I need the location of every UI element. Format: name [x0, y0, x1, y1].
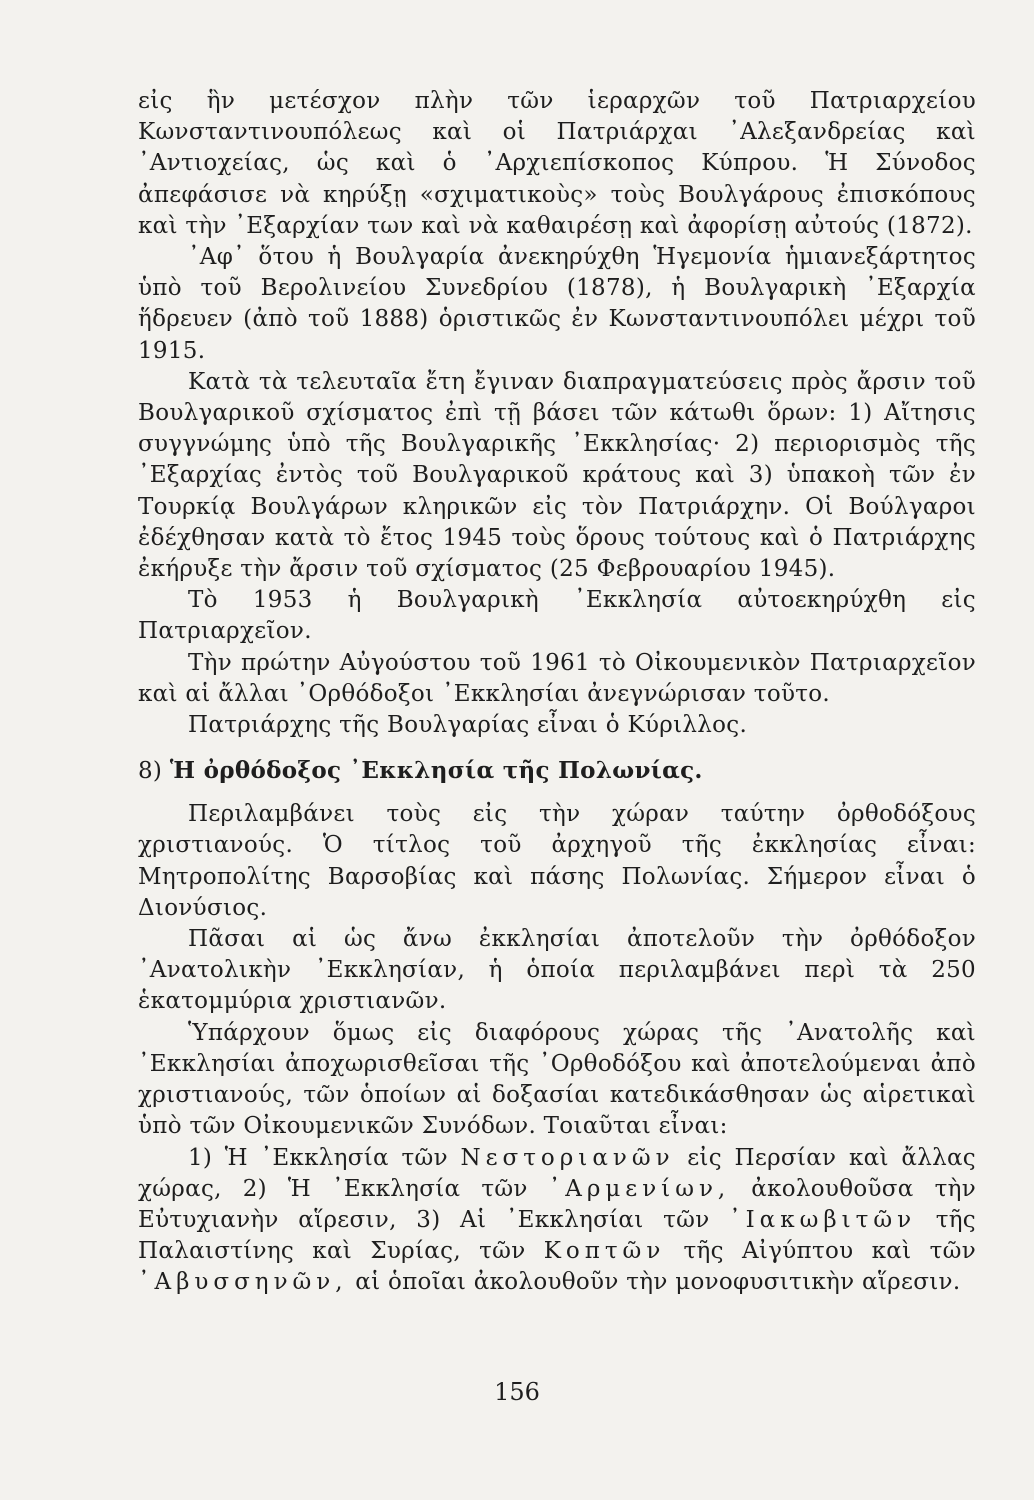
- list-text: τῆς Παλαιστίνης καὶ Συρίας, τῶν: [138, 1206, 976, 1265]
- paragraph: Πατριάρχης τῆς Βουλγαρίας εἶναι ὁ Κύριλλος.: [188, 712, 748, 739]
- paragraph: εἰς ἣν μετέσχον πλὴν τῶν ἱεραρχῶν τοῦ Πατριαρχείου Κωνσταντινουπόλεως καὶ οἱ Πατριάρχαι ᾿Αλεξανδρείας καὶ ᾿Αντιοχείας, ὡς καὶ ὁ ᾿Αρχιεπίσκοπος Κύπρου. Ἡ Σύνοδος ἀπεφάσισε νὰ κηρύξῃ «σχιματικοὺς» τοὺς Βουλγάρους ἐπισκόπους καὶ τὴν ᾿Εξαρχίαν των καὶ νὰ καθαιρέσῃ καὶ ἀφορίσῃ αὐτούς (1872).: [138, 88, 976, 239]
- list-text: εἰς Περσίαν καὶ ἄλλας χώρας, 2) Ἡ ᾿Εκκλησία τῶν: [138, 1144, 976, 1202]
- list-text: 1) Ἡ ᾿Εκκλησία τῶν: [188, 1144, 448, 1171]
- heresies-list: [138, 1143, 976, 1299]
- paragraph: Κατὰ τὰ τελευταῖα ἔτη ἔγιναν διαπραγματεύσεις πρὸς ἄρσιν τοῦ Βουλγαρικοῦ σχίσματος ἐπὶ τῇ βάσει τῶν κάτωθι ὅρων: 1) Αἴτησις συγγνώμης ὑπὸ τῆς Βουλγαρικῆς ᾿Εκκλησίας· 2) περιορισμὸς τῆς ᾿Εξαρχίας ἐντὸς τοῦ Βουλγαρικοῦ κράτους καὶ 3) ὑπακοὴ τῶν ἐν Τουρκίᾳ Βουλγάρων κληρικῶν εἰς τὸν Πατριάρχην. Οἱ Βούλγαροι ἐδέχθησαν κατὰ τὸ ἔτος 1945 τοὺς ὅρους τούτους καὶ ὁ Πατριάρχης ἐκήρυξε τὴν ἄρσιν τοῦ σχίσματος (25 Φεβρουαρίου 1945).: [138, 368, 976, 583]
- spaced-word: ᾿Ιακωβιτῶν: [729, 1206, 917, 1233]
- list-text: τῆς Αἰγύπτου καὶ τῶν: [683, 1238, 976, 1265]
- text-body: [138, 86, 976, 1299]
- paragraph: Πᾶσαι αἱ ὡς ἄνω ἐκκλησίαι ἀποτελοῦν τὴν ὀρθόδοξον ᾿Ανατολικὴν ᾿Εκκλησίαν, ἡ ὁποία περιλαμβάνει περὶ τὰ 250 ἑκατομμύρια χριστιανῶν.: [138, 926, 976, 1015]
- spaced-word: Νεστοριανῶν: [460, 1144, 675, 1171]
- list-text: ἀκολουθοῦσα τὴν Εὐτυχιανὴν αἵρεσιν, 3) Αἱ ᾿Εκκλησίαι τῶν: [138, 1175, 976, 1233]
- section-number: 8): [138, 758, 163, 785]
- page-number: 156: [494, 1378, 540, 1406]
- spaced-word: ᾿Αβυσσηνῶν,: [138, 1269, 348, 1296]
- paragraph: Τὸ 1953 ἡ Βουλγαρικὴ ᾿Εκκλησία αὐτοεκηρύχθη εἰς Πατριαρχεῖον.: [138, 587, 976, 645]
- paragraph: Τὴν πρώτην Αὐγούστου τοῦ 1961 τὸ Οἰκουμενικὸν Πατριαρχεῖον καὶ αἱ ἄλλαι ᾿Ορθόδοξοι ᾿Εκκλησίαι ἀνεγνώρισαν τοῦτο.: [138, 649, 976, 707]
- paragraph: ᾿Αφ᾿ ὅτου ἡ Βουλγαρία ἀνεκηρύχθη Ἡγεμονία ἡμιανεξάρτητος ὑπὸ τοῦ Βερολινείου Συνεδρίου (1878), ἡ Βουλγαρικὴ ᾿Εξαρχία ἥδρευεν (ἀπὸ τοῦ 1888) ὁριστικῶς ἐν Κωνσταντινουπόλει μέχρι τοῦ 1915.: [138, 244, 976, 364]
- spaced-word: ᾿Αρμενίων,: [548, 1175, 731, 1202]
- list-text: αἱ ὁποῖαι ἀκολουθοῦν τὴν μονοφυσιτικὴν αἵρεσιν.: [355, 1269, 961, 1296]
- paragraph: Περιλαμβάνει τοὺς εἰς τὴν χώραν ταύτην ὀρθοδόξους χριστιανούς. Ὁ τίτλος τοῦ ἀρχηγοῦ τῆς ἐκκλησίας εἶναι: Μητροπολίτης Βαρσοβίας καὶ πάσης Πολωνίας. Σήμερον εἶναι ὁ Διονύσιος.: [138, 801, 976, 921]
- paragraph: Ὑπάρχουν ὅμως εἰς διαφόρους χώρας τῆς ᾿Ανατολῆς καὶ ᾿Εκκλησίαι ἀποχωρισθεῖσαι τῆς ᾿Ορθοδόξου καὶ ἀποτελούμεναι ἀπὸ χριστιανούς, τῶν ὁποίων αἱ δοξασίαι κατεδικάσθησαν ὡς αἱρετικαὶ ὑπὸ τῶν Οἰκουμενικῶν Συνόδων. Τοιαῦται εἶναι:: [138, 1019, 976, 1140]
- spaced-word: Κοπτῶν: [543, 1238, 666, 1265]
- section-heading: [138, 755, 976, 787]
- section-title: Ἡ ὀρθόδοξος ᾿Εκκλησία τῆς Πολωνίας.: [169, 757, 703, 785]
